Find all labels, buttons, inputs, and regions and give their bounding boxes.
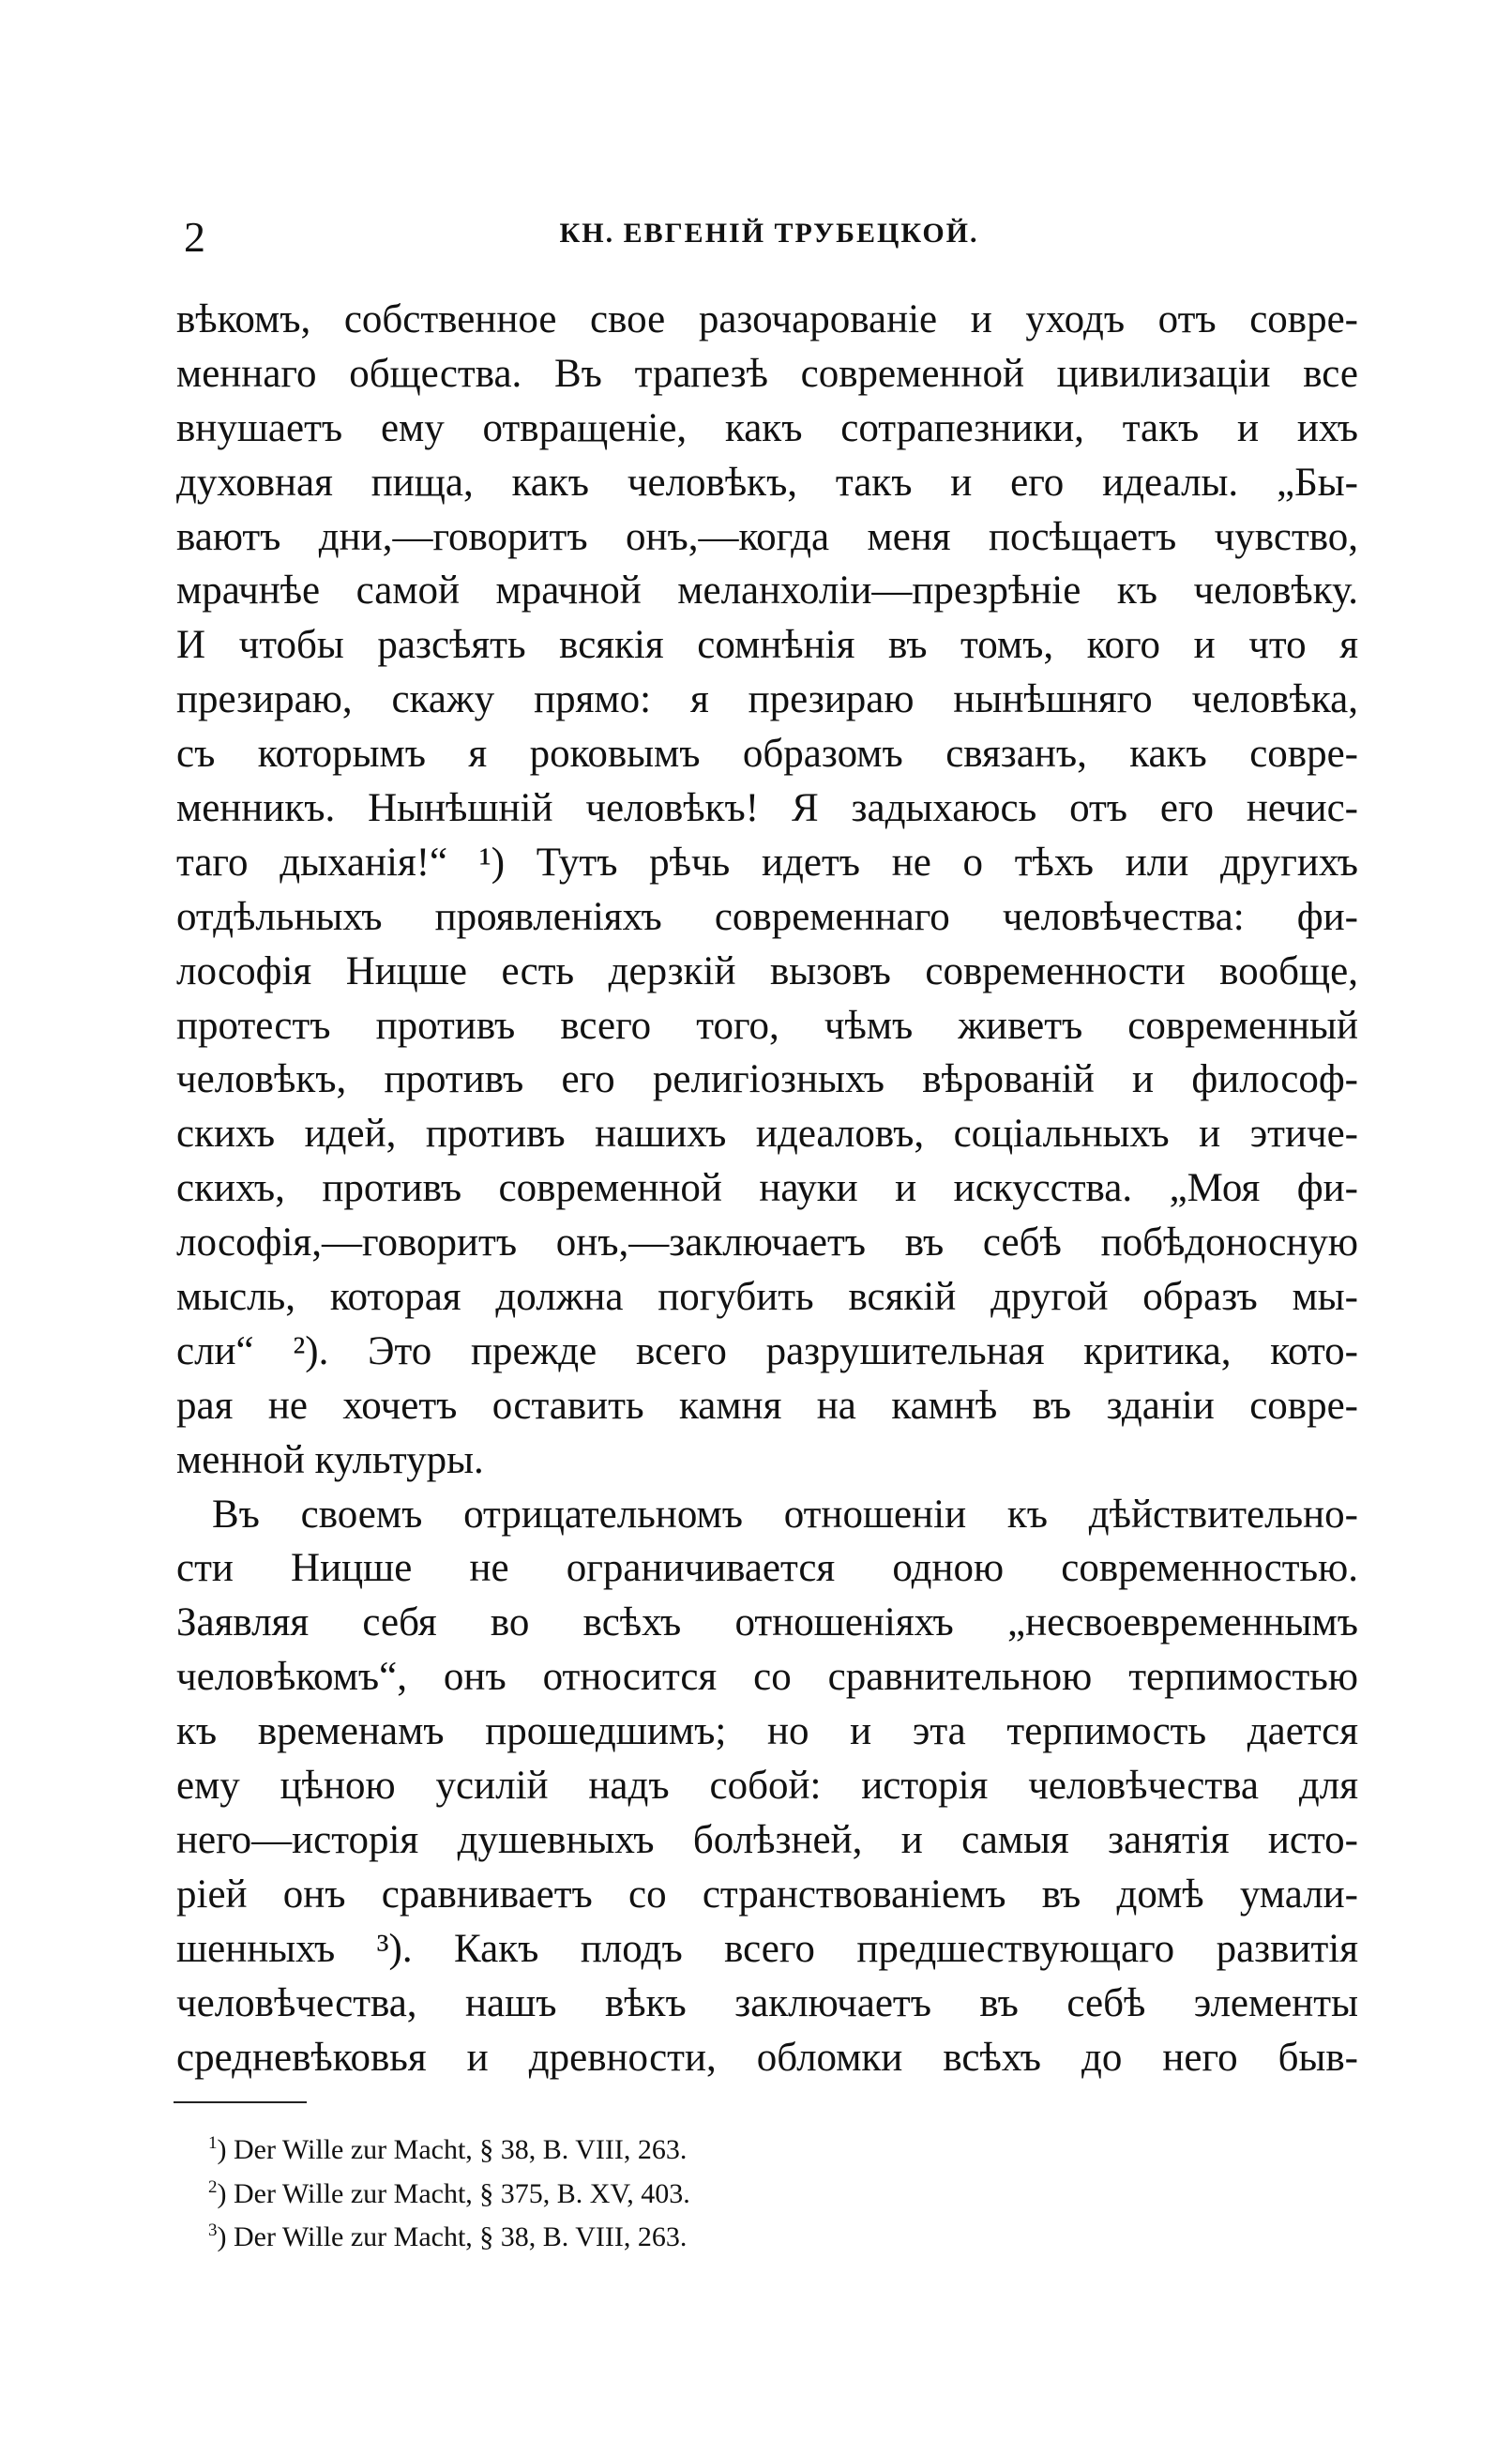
- running-head: КН. ЕВГЕНІЙ ТРУБЕЦКОЙ.: [559, 218, 979, 249]
- text-line: него—исторія душевныхъ болѣзней, и самыя занятія исто-: [176, 1817, 1358, 1862]
- footnote: [208, 2209, 690, 2253]
- text-line: средневѣковья и древности, обломки всѣхъ до него быв-: [176, 2035, 1358, 2080]
- text-line: внушаетъ ему отвращеніе, какъ сотрапезники, такъ и ихъ: [176, 405, 1358, 450]
- text-line: отдѣльныхъ проявленіяхъ современнаго человѣчества: фи-: [176, 894, 1358, 939]
- footnote-text: ) Der Wille zur Macht, § 38, B. VIII, 263.: [217, 2134, 688, 2165]
- text-line: протестъ противъ всего того, чѣмъ живетъ современный: [176, 1003, 1358, 1048]
- text-line: сли“ ²). Это прежде всего разрушительная критика, кото-: [176, 1328, 1358, 1373]
- footnote-mark: 1: [208, 2133, 218, 2153]
- text-line: мрачнѣе самой мрачной меланхоліи—презрѣніе къ человѣку.: [176, 568, 1358, 614]
- text-line: человѣкомъ“, онъ относится со сравнительною терпимостью: [176, 1655, 1358, 1700]
- text-line: лософія,—говоритъ онъ,—заключаетъ въ себѣ побѣдоносную: [176, 1220, 1358, 1265]
- footnote-mark: 2: [208, 2176, 218, 2197]
- text-line: вѣкомъ, собственное свое разочарованіе и уходъ отъ совре-: [176, 297, 1358, 341]
- footnote-text: ) Der Wille zur Macht, § 38, B. VIII, 263.: [217, 2221, 688, 2252]
- text-line: духовная пища, какъ человѣкъ, такъ и его идеалы. „Бы-: [176, 460, 1358, 505]
- text-line: рая не хочетъ оставить камня на камнѣ въ зданіи совре-: [176, 1383, 1358, 1428]
- text-line: презираю, скажу прямо: я презираю нынѣшняго человѣка,: [176, 677, 1358, 722]
- text-line: Заявляя себя во всѣхъ отношеніяхъ „несвоевременнымъ: [176, 1600, 1358, 1645]
- footnote-divider: [174, 2101, 307, 2103]
- text-line: скихъ, противъ современной науки и искусства. „Моя фи-: [176, 1166, 1358, 1211]
- text-line: таго дыханія!“ ¹) Тутъ рѣчь идетъ не о тѣхъ или другихъ: [176, 840, 1358, 885]
- text-line: Въ своемъ отрицательномъ отношеніи къ дѣйствительно-: [212, 1492, 1358, 1537]
- body-text: [176, 293, 1358, 2084]
- footnote-text: ) Der Wille zur Macht, § 375, B. XV, 403.: [217, 2177, 690, 2209]
- text-line: человѣкъ, противъ его религіозныхъ вѣрованій и философ-: [176, 1057, 1358, 1102]
- text-line: менной культуры.: [176, 1437, 484, 1482]
- text-line: мысль, которая должна погубить всякій другой образъ мы-: [176, 1275, 1358, 1320]
- text-line: шенныхъ ³). Какъ плодъ всего предшествующаго развитія: [176, 1926, 1358, 1971]
- text-line: ему цѣною усилій надъ собой: исторія человѣчества для: [176, 1764, 1358, 1809]
- text-line: И чтобы разсѣять всякія сомнѣнія въ томъ, кого и что я: [176, 623, 1358, 668]
- text-line: человѣчества, нашъ вѣкъ заключаетъ въ себѣ элементы: [176, 1980, 1358, 2025]
- text-line: ріей онъ сравниваетъ со странствованіемъ въ домѣ умали-: [176, 1872, 1358, 1917]
- page-number: 2: [184, 213, 205, 261]
- text-line: меннаго общества. Въ трапезѣ современной цивилизаціи все: [176, 351, 1358, 396]
- footnote: [208, 2122, 690, 2166]
- text-line: лософія Ницше есть дерзкій вызовъ современности вообще,: [176, 948, 1358, 993]
- footnote-mark: 3: [208, 2220, 218, 2240]
- text-line: съ которымъ я роковымъ образомъ связанъ, какъ совре-: [176, 732, 1358, 777]
- text-line: ваютъ дни,—говоритъ онъ,—когда меня посѣщаетъ чувство,: [176, 514, 1358, 559]
- text-line: сти Ницше не ограничивается одною современностью.: [176, 1546, 1358, 1591]
- text-line: къ временамъ прошедшимъ; но и эта терпимость дается: [176, 1709, 1358, 1754]
- text-line: менникъ. Нынѣшній человѣкъ! Я задыхаюсь отъ его нечис-: [176, 786, 1358, 831]
- footnotes: [208, 2122, 690, 2253]
- footnote: [208, 2166, 690, 2210]
- text-line: скихъ идей, противъ нашихъ идеаловъ, соціальныхъ и этиче-: [176, 1112, 1358, 1157]
